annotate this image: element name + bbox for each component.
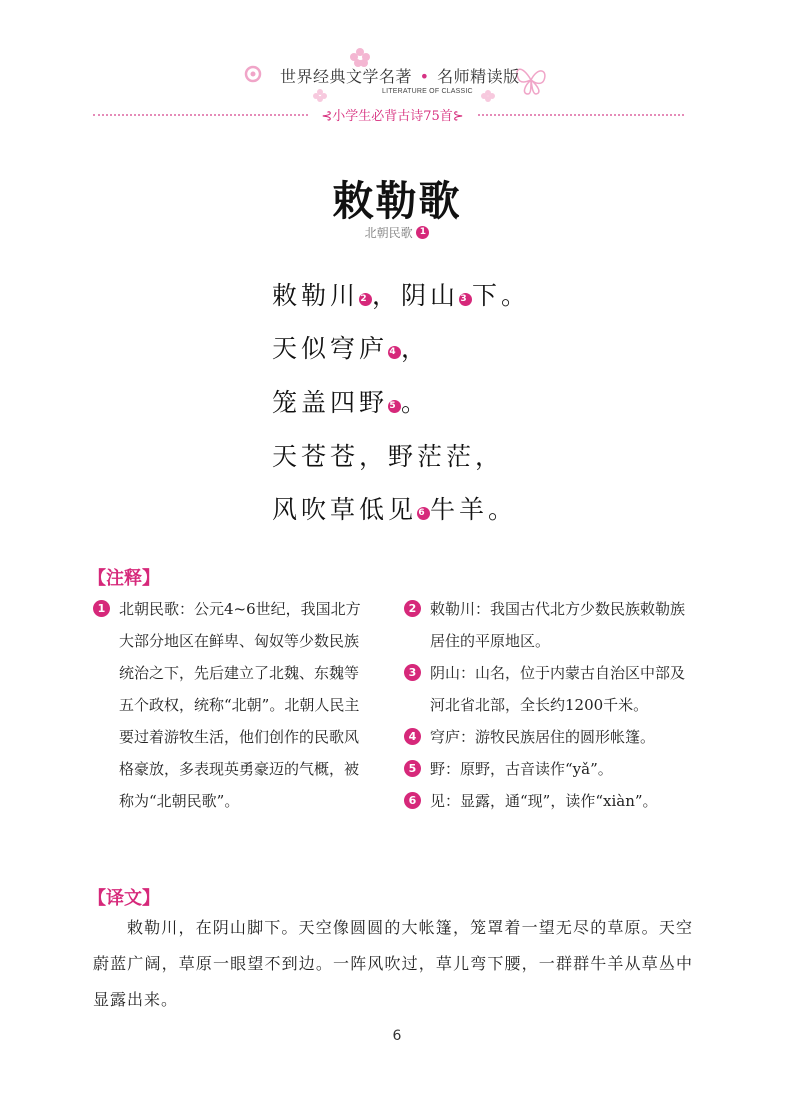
poem-text: 牛羊。 [430, 495, 518, 524]
poem-title: 敕勒歌 [332, 177, 462, 225]
poem-text: ， [401, 334, 431, 363]
series-title-a: 世界经典文学名著 [280, 67, 413, 86]
tag-ornament-left-icon: ⊰ [321, 109, 333, 124]
note-text: 北朝民歌：公元4~6世纪，我国北方大部分地区在鲜卑、匈奴等少数民族统治之下，先后建立了北魏、东魏等五个政权，统称“北朝”。北朝人民主要过着游牧生活，他们创作的民歌风格豪放，多表现英勇豪迈的气概，被称为“北朝民歌”。 [119, 600, 361, 810]
section-tag [305, 105, 480, 124]
note-text: 见：显露，通“现”，读作“xiàn”。 [430, 792, 658, 810]
poem-text: ，阴山 [372, 281, 460, 310]
note-marker: 5 [389, 401, 400, 411]
note-item-3 [404, 657, 694, 721]
poem-line [272, 329, 430, 365]
note-text: 阴山：山名，位于内蒙古自治区中部及河北省北部，全长约1200千米。 [430, 664, 686, 714]
note-item-1 [93, 593, 363, 817]
note-number: 5 [404, 760, 421, 777]
tag-ornament-right-icon: ⊱ [452, 109, 464, 124]
poem-line [272, 276, 530, 312]
header-dotted-rule-right [478, 114, 684, 116]
note-item-2 [404, 593, 694, 657]
header-dotted-rule-left [93, 114, 308, 116]
note-marker: 2 [360, 294, 371, 304]
note-number: 2 [404, 600, 421, 617]
poem-text: 风吹草低见 [272, 495, 418, 524]
poem-text: 天苍苍，野茫茫， [272, 442, 505, 471]
note-item-5 [404, 753, 694, 785]
poem-line [272, 383, 430, 419]
poem-text: 。 [401, 388, 431, 417]
series-title [280, 64, 530, 87]
translation-text: 敕勒川，在阴山脚下。天空像圆圆的大帐篷，笼罩着一望无尽的草原。天空蔚蓝广阔，草原一眼望不到边。一阵风吹过，草儿弯下腰，一群群牛羊从草丛中显露出来。 [93, 918, 693, 1009]
poem-text: 下。 [472, 281, 531, 310]
note-item-4 [404, 721, 694, 753]
series-title-b: 名师精读版 [437, 67, 520, 86]
note-marker: 1 [416, 226, 429, 239]
note-text: 穹庐：游牧民族居住的圆形帐篷。 [430, 728, 656, 746]
poem-line [272, 437, 504, 473]
series-subtitle: LITERATURE OF CLASSIC [382, 88, 473, 95]
note-marker: 3 [460, 294, 471, 304]
flower-sprig-icon [478, 85, 518, 105]
poem-text: 笼盖四野 [272, 388, 389, 417]
note-number: 4 [404, 728, 421, 745]
poem-line [272, 490, 517, 526]
note-number: 3 [404, 664, 421, 681]
poem-text: 天似穹庐 [272, 334, 389, 363]
note-text: 敕勒川：我国古代北方少数民族敕勒族居住的平原地区。 [430, 600, 686, 650]
note-marker: 6 [418, 508, 429, 518]
note-number: 6 [404, 792, 421, 809]
note-item-6 [404, 785, 700, 817]
note-marker: 4 [389, 347, 400, 357]
translation-heading: 【译文】 [88, 888, 160, 909]
author-name: 北朝民歌 [364, 226, 413, 240]
poem-author [0, 224, 794, 241]
series-separator: • [419, 67, 430, 86]
note-number: 1 [93, 600, 110, 617]
poem-text: 敕勒川 [272, 281, 360, 310]
note-text: 野：原野，古音读作“yǎ”。 [430, 760, 613, 778]
notes-heading: 【注释】 [88, 568, 160, 589]
page-number: 6 [392, 1028, 402, 1044]
tag-label: 小学生必背古诗75首 [332, 109, 453, 124]
